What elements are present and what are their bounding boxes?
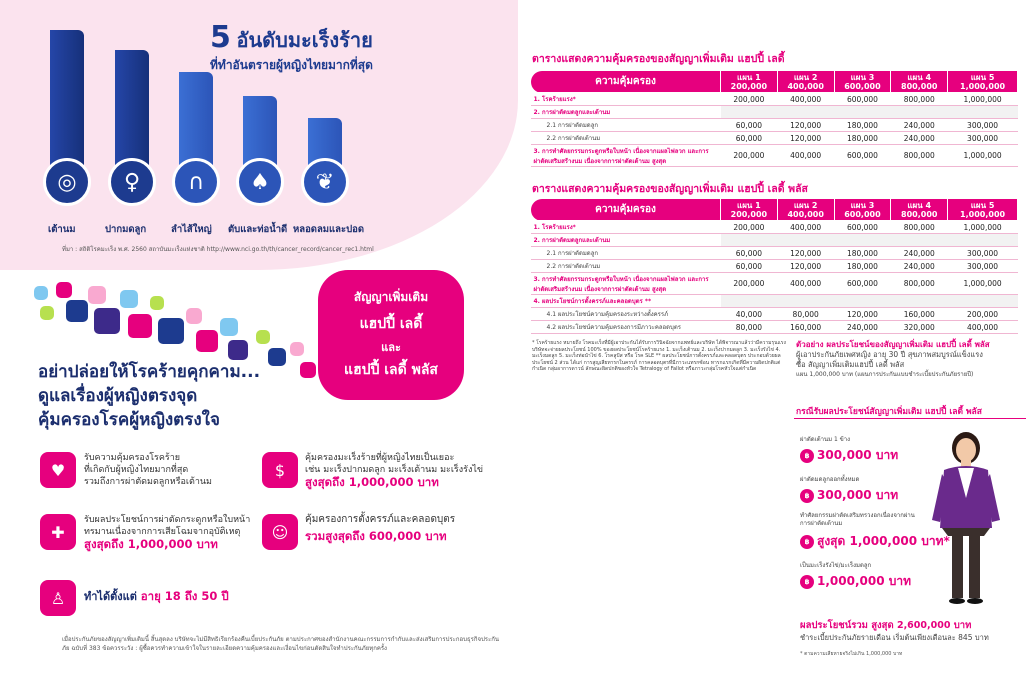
example-title: ตัวอย่าง ผลประโยชน์ของสัญญาเพิ่มเติม แฮปปี้ เลดี้ พลัส [796, 340, 990, 349]
label-cervix: ปากมดลูก [105, 224, 147, 235]
colon-icon: ∩ [172, 158, 220, 206]
table2-cell [948, 234, 1018, 247]
rank-number: 5 [210, 20, 231, 55]
liver-icon: ♠ [236, 158, 284, 206]
table2-row-label: 1. โรคร้ายแรง* [531, 221, 721, 234]
table2-row-label: 2.2 การผ่าตัดเต้านม [531, 260, 721, 273]
feature-3-line2: ทรมานเนื่องจากการเสียโฉมจากอุบัติเหตุ [84, 527, 241, 537]
table2-cell: 240,000 [891, 260, 948, 273]
table2-row [531, 308, 1018, 321]
example-line2: ซื้อ สัญญาเพิ่มเติมแฮปปี้ เลดี้ พลัส [796, 360, 905, 369]
right-panel [518, 0, 1033, 693]
badge-line2: แฮปปี้ เลดี้ [359, 316, 423, 332]
table2-cell: 240,000 [891, 247, 948, 260]
feature-1-line2: ที่เกิดกับผู้หญิงไทยมากที่สุด [84, 465, 189, 475]
table2-cell: 160,000 [891, 308, 948, 321]
table1-cell: 400,000 [777, 93, 834, 106]
table1-cell: 120,000 [777, 132, 834, 145]
table2-cell: 80,000 [777, 308, 834, 321]
table2-plan-5: แผน 5 1,000,000 [948, 199, 1018, 221]
table2-cell: 200,000 [721, 221, 778, 234]
table2-cell: 180,000 [834, 260, 891, 273]
table1-row-label: 2.1 การผ่าตัดมดลูก [531, 119, 721, 132]
table1-row-label: 3. การทำศัลยกรรมกระดูกหรือใบหน้า เนื่องจากแผลไฟลวก และการผ่าตัดเสริมสร้างนม เนื่องจากการผ่าตัดเต้านม สูงสุด [531, 145, 721, 167]
table2-cell: 800,000 [891, 221, 948, 234]
table2-row-label: 4.2 ผลประโยชน์ความคุ้มครองการมีภาวะคลอดบุตร [531, 321, 721, 334]
table1-cell: 240,000 [891, 132, 948, 145]
label-liver: ตับและท่อน้ำดี [228, 224, 288, 235]
table2-header-row [531, 199, 1018, 221]
headline-line1: อย่าปล่อยให้โรคร้ายคุกคาม... [38, 362, 261, 382]
label-breast: เต้านม [48, 224, 76, 235]
badge-line4: แฮปปี้ เลดี้ พลัส [344, 362, 438, 378]
table2-cell: 80,000 [721, 321, 778, 334]
table2-row [531, 295, 1018, 308]
feature-2-line1: คุ้มครองมะเร็งร้ายที่ผู้หญิงไทยเป็นเยอะ [305, 453, 455, 463]
rank-heading [210, 20, 373, 72]
table2-plan-3: แผน 3 600,000 [834, 199, 891, 221]
feature-1-line1: รับความคุ้มครองโรคร้าย [84, 453, 181, 463]
source-note: ที่มา : สถิติโรคมะเร็ง พ.ศ. 2560 สถาบันมะเร็งแห่งชาติ http://www.nci.go.th/th/cancer_record/cancer_rec1.html [62, 246, 374, 253]
table1-cell: 60,000 [721, 132, 778, 145]
table1-plan-3: แผน 3 600,000 [834, 71, 891, 93]
terms-notes: * โรคร้ายแรง หมายถึง โรคมะเร็งที่มีผู้เอาประกันได้รับการวินิจฉัยจากแพทย์และบริษัท ได้พิจารณาแล้วว่ามีความรุนแรง บริษัทจะจ่ายผลประโยชน์ 100% ของผลประโยชน์โรคร้ายแรง 1. มะเร็งเต้านม 2. มะเร็งปากมดลูก 3. มะเร็งรังไข่ 4. มะเร็งมดลูก 5. มะเร็งท่อนำไข่ 6. โรคลูปัส หรือ โรค SLE ** ผลประโยชน์การตั้งครรภ์และคลอดบุตร ประกอบด้วยผลประโยชน์ 2 ส่วน ได้แก่ การสูญเสียทารกในครรภ์ การคลอดบุตรที่มีภาวะแทรกซ้อน ทารกแรกเกิดที่มีความผิดปกติแต่กำเนิด กลุ่มอาการดาวน์ ลักษณะผิดปกติของหัวใจ Tetralogy of Fallot หรือภาวะกลุ่มโรคหัวใจแต่กำเนิด [532, 340, 786, 373]
table1-cell: 60,000 [721, 119, 778, 132]
table2-cell: 300,000 [948, 260, 1018, 273]
table1-cell [948, 106, 1018, 119]
table1-cell: 180,000 [834, 132, 891, 145]
case-1-value: ฿ 300,000 บาท [800, 446, 898, 465]
label-lungs: หลอดลมและปอด [293, 224, 364, 235]
case-4-label: เป็นมะเร็งรังไข่/มะเร็งมดลูก [800, 562, 872, 569]
headline-line3: คุ้มครองโรคผู้หญิงตรงใจ [38, 410, 220, 430]
feature-3-line1: รับผลประโยชน์การผ่าตัดกระดูกหรือใบหน้า [84, 515, 251, 525]
table1-row [531, 132, 1018, 145]
table2-plan-1: แผน 1 200,000 [721, 199, 778, 221]
feature-3-amount: สูงสุดถึง 1,000,000 บาท [84, 537, 218, 551]
table1-cell: 1,000,000 [948, 93, 1018, 106]
table2-row-label: 2. การผ่าตัดมดลูกและเต้านม [531, 234, 721, 247]
example-line3: แผน 1,000,000 บาท (แผนการประกันแบบชำระเบี้ยประกันภัยรายปี) [796, 371, 974, 378]
table2-cell: 40,000 [721, 308, 778, 321]
table1-cell [721, 106, 778, 119]
feature-4 [305, 514, 505, 542]
table1-row-label: 2. การผ่าตัดมดลูกและเต้านม [531, 106, 721, 119]
table2-row [531, 321, 1018, 334]
table1-cell [777, 106, 834, 119]
feature-1-line3: รวมถึงการผ่าตัดมดลูกหรือเต้านม [84, 477, 212, 487]
table2-cell: 1,000,000 [948, 221, 1018, 234]
rank-title: อันดับมะเร็งร้าย [236, 28, 373, 52]
feature-2 [305, 452, 517, 488]
table2-row-label: 4. ผลประโยชน์การตั้งครรภ์และคลอดบุตร ** [531, 295, 721, 308]
table2-cell: 1,000,000 [948, 273, 1018, 295]
table1-row [531, 145, 1018, 167]
bar-cervix [115, 50, 149, 195]
table1-cell: 800,000 [891, 145, 948, 167]
headline-line2: ดูแลเรื่องผู้หญิงตรงจุด [38, 386, 198, 406]
table1-cell: 120,000 [777, 119, 834, 132]
feature-1 [84, 452, 254, 488]
table1-cell: 600,000 [834, 93, 891, 106]
feature-2-amount: สูงสุดถึง 1,000,000 บาท [305, 475, 439, 489]
person-icon: ♙ [40, 580, 76, 616]
footnote: เมื่อประกันภัยของสัญญาเพิ่มเติมนี้ สิ้นสุดลง บริษัทจะไม่มีสิทธิเรียกร้องคืนเบี้ยประกันภัย ตามประกาศของสำนักงานคณะกรรมการกำกับและส่งเสริมการประกอบธุรกิจประกันภัย ฉบับที่ 383 ข้อควรระวัง : ผู้ซื้อควรทำความเข้าใจในรายละเอียดความคุ้มครองและเงื่อนไขก่อนตัดสินใจทำประกันภัยทุกครั้ง [62, 636, 499, 652]
bar-colon [179, 72, 213, 195]
table1-header: ความคุ้มครอง [531, 71, 721, 93]
label-colon: ลำไส้ใหญ่ [171, 224, 212, 235]
money-icon: $ [262, 452, 298, 488]
badge-line1: สัญญาเพิ่มเติม [353, 290, 429, 304]
baht-icon: ฿ [800, 575, 814, 589]
table2-cell: 300,000 [948, 247, 1018, 260]
table2-cell: 60,000 [721, 260, 778, 273]
baht-icon: ฿ [800, 449, 814, 463]
table1-cell: 800,000 [891, 93, 948, 106]
table1-cell: 240,000 [891, 119, 948, 132]
table1-header-row [531, 71, 1018, 93]
surgery-icon: ✚ [40, 514, 76, 550]
table2-body [531, 221, 1018, 334]
table2-plan-4: แผน 4 800,000 [891, 199, 948, 221]
headline [38, 360, 260, 432]
table2-cell: 120,000 [777, 247, 834, 260]
table2-cell [777, 234, 834, 247]
table2-row-label: 4.1 ผลประโยชน์ความคุ้มครองระหว่างตั้งครรภ์ [531, 308, 721, 321]
table1-plan-2: แผน 2 400,000 [777, 71, 834, 93]
rank-subtitle: ที่ทำอันตรายผู้หญิงไทยมากที่สุด [210, 58, 373, 72]
table2-cell: 180,000 [834, 247, 891, 260]
badge-line3: และ [381, 341, 401, 354]
feature-3 [84, 514, 258, 550]
feature-2-line2: เช่น มะเร็งปากมดลูก มะเร็งเต้านม มะเร็งรังไข่ [305, 465, 484, 475]
feature-4-line1: คุ้มครองการตั้งครรภ์และคลอดบุตร [305, 514, 456, 525]
table2-row [531, 221, 1018, 234]
uterus-icon: ♀ [108, 158, 156, 206]
table2-cell: 400,000 [948, 321, 1018, 334]
feature-5-label: ทำได้ตั้งแต่ [84, 590, 137, 603]
table2-plan-2: แผน 2 400,000 [777, 199, 834, 221]
table2-cell: 240,000 [834, 321, 891, 334]
table2-cell: 600,000 [834, 221, 891, 234]
table2-cell: 160,000 [777, 321, 834, 334]
table2-cell: 400,000 [777, 273, 834, 295]
table2-cell [891, 295, 948, 308]
table1-plan-1: แผน 1 200,000 [721, 71, 778, 93]
baht-icon: ฿ [800, 535, 814, 549]
total-benefit: ผลประโยชน์รวม สูงสุด 2,600,000 บาท [800, 620, 972, 631]
shield-heart-icon: ♥ [40, 452, 76, 488]
table2-title: ตารางแสดงความคุ้มครองของสัญญาเพิ่มเติม แฮปปี้ เลดี้ พลัส [532, 183, 808, 195]
case-3-label: ทำศัลยกรรมผ่าตัดเสริมทรวงอกเนื่องจากผ่านการผ่าตัดเต้านม [800, 512, 915, 527]
case-1-label: ผ่าตัดเต้านม 1 ข้าง [800, 436, 851, 443]
total-premium: ชำระเบี้ยประกันภัยรายเดือน เริ่มต้นเพียงเดือนละ 845 บาท [800, 633, 989, 642]
table1-cell [891, 106, 948, 119]
table2-cell [834, 295, 891, 308]
table2 [530, 198, 1018, 334]
table1-cell: 300,000 [948, 132, 1018, 145]
woman-illustration [928, 428, 1004, 606]
table1-cell: 1,000,000 [948, 145, 1018, 167]
feature-4-amount: รวมสูงสุดถึง 600,000 บาท [305, 529, 447, 543]
table2-cell: 400,000 [777, 221, 834, 234]
breast-icon: ◎ [43, 158, 91, 206]
baht-icon: ฿ [800, 489, 814, 503]
table1-plan-4: แผน 4 800,000 [891, 71, 948, 93]
table2-cell [948, 295, 1018, 308]
table1-title: ตารางแสดงความคุ้มครองของสัญญาเพิ่มเติม แฮปปี้ เลดี้ [532, 53, 785, 65]
table1-cell: 200,000 [721, 145, 778, 167]
table1-plan-5: แผน 5 1,000,000 [948, 71, 1018, 93]
table2-cell [891, 234, 948, 247]
table1-body [531, 93, 1018, 167]
table1-row [531, 93, 1018, 106]
table2-cell: 320,000 [891, 321, 948, 334]
table1-row [531, 106, 1018, 119]
case-divider [794, 418, 1026, 419]
table1-cell: 300,000 [948, 119, 1018, 132]
case-title: กรณีรับผลประโยชน์สัญญาเพิ่มเติม แฮปปี้ เลดี้ พลัส [796, 407, 982, 417]
table1-row-label: 1. โรคร้ายแรง* [531, 93, 721, 106]
table2-cell [721, 234, 778, 247]
product-badge [318, 270, 464, 400]
table1-cell: 180,000 [834, 119, 891, 132]
total-note: * ตามความเสียหายจริงไม่เกิน 1,000,000 บาท [800, 651, 903, 657]
table2-cell: 200,000 [721, 273, 778, 295]
case-4-value: ฿ 1,000,000 บาท [800, 572, 911, 591]
table1-row-label: 2.2 การผ่าตัดเต้านม [531, 132, 721, 145]
table1-row [531, 119, 1018, 132]
bar-breast [50, 30, 84, 195]
case-2-value: ฿ 300,000 บาท [800, 486, 898, 505]
case-2-label: ผ่าตัดมดลูกออกทั้งหมด [800, 476, 860, 483]
table2-row [531, 234, 1018, 247]
feature-5-age: อายุ 18 ถึง 50 ปี [140, 589, 229, 603]
table1-cell: 200,000 [721, 93, 778, 106]
example-box [796, 340, 1028, 380]
bar-lungs [308, 118, 342, 195]
table2-cell: 60,000 [721, 247, 778, 260]
table2-cell [721, 295, 778, 308]
table2-cell: 120,000 [834, 308, 891, 321]
table2-row [531, 260, 1018, 273]
bar-liver [243, 96, 277, 195]
table2-row-label: 3. การทำศัลยกรรมกระดูกหรือใบหน้า เนื่องจากแผลไฟลวก และการผ่าตัดเสริมสร้างนม เนื่องจากการผ่าตัดเต้านม สูงสุด [531, 273, 721, 295]
baby-icon: ☺ [262, 514, 298, 550]
case-3-value: ฿ สูงสุด 1,000,000 บาท* [800, 532, 950, 551]
example-line1: ผู้เอาประกันภัยเพศหญิง อายุ 30 ปี สุขภาพสมบูรณ์แข็งแรง [796, 350, 983, 359]
lungs-icon: ❦ [301, 158, 349, 206]
table2-row [531, 247, 1018, 260]
table2-cell [777, 295, 834, 308]
table1-cell: 400,000 [777, 145, 834, 167]
table2-cell: 200,000 [948, 308, 1018, 321]
table2-row [531, 273, 1018, 295]
table2-header: ความคุ้มครอง [531, 199, 721, 221]
table2-cell: 600,000 [834, 273, 891, 295]
table2-cell [834, 234, 891, 247]
table2-cell: 800,000 [891, 273, 948, 295]
table2-row-label: 2.1 การผ่าตัดมดลูก [531, 247, 721, 260]
table1-cell [834, 106, 891, 119]
table1 [530, 70, 1018, 167]
table2-cell: 120,000 [777, 260, 834, 273]
feature-5 [84, 590, 284, 603]
table1-cell: 600,000 [834, 145, 891, 167]
